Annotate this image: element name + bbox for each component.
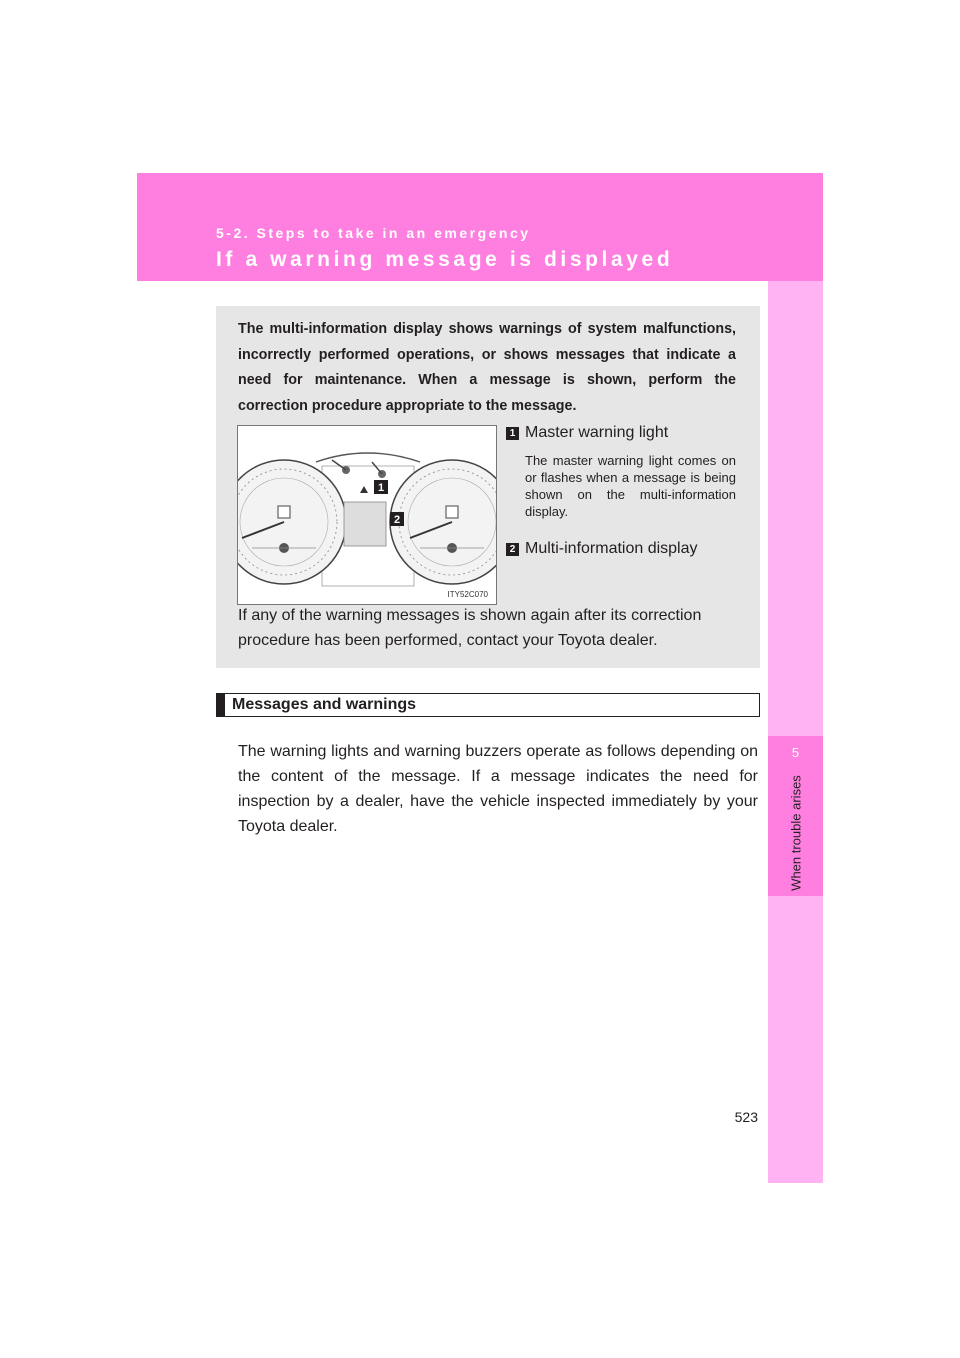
figure-badge-2: 2 xyxy=(393,514,401,526)
instrument-cluster-illustration xyxy=(238,426,496,604)
section-label: 5-2. Steps to take in an emergency xyxy=(216,225,531,241)
closing-text: If any of the warning messages is shown again after its correction procedure has been performed, contact your Toyota dealer. xyxy=(238,607,702,649)
side-tab xyxy=(768,281,823,1183)
callout-title-1: Master warning light xyxy=(525,424,669,441)
callout-multi-information-display xyxy=(506,540,698,558)
instrument-cluster-figure xyxy=(237,425,497,605)
callout-number-1: 1 xyxy=(506,427,519,440)
intro-text: The multi-information display shows warnings of system malfunctions, incorrectly performed operations, or shows messages that indicate a need for maintenance. When a message is shown, perform the correction procedure appropriate to the message. xyxy=(238,321,736,414)
page-number: 523 xyxy=(734,1109,758,1125)
callout-master-warning-light xyxy=(506,424,736,520)
figure-badge-1: 1 xyxy=(377,482,385,494)
page-title: If a warning message is displayed xyxy=(216,248,674,271)
figure-code: ITY52C070 xyxy=(447,590,488,599)
messages-section-heading xyxy=(216,693,760,717)
messages-body-text: The warning lights and warning buzzers operate as follows depending on the content of the message. If a message indicates the need for inspection by a dealer, have the vehicle inspected immediately by your Toyota dealer. xyxy=(238,743,758,835)
callout-description-1: The master warning light comes on or flashes when a message is being shown on the multi-information display. xyxy=(525,453,736,519)
chapter-label: When trouble arises xyxy=(788,775,804,891)
intro-box xyxy=(216,306,760,668)
messages-heading-text: Messages and warnings xyxy=(232,696,417,713)
header-band xyxy=(137,173,823,281)
callout-number-2: 2 xyxy=(506,543,519,556)
chapter-number: 5 xyxy=(791,745,800,760)
heading-marker xyxy=(217,694,225,716)
callout-title-2: Multi-information display xyxy=(525,540,698,557)
